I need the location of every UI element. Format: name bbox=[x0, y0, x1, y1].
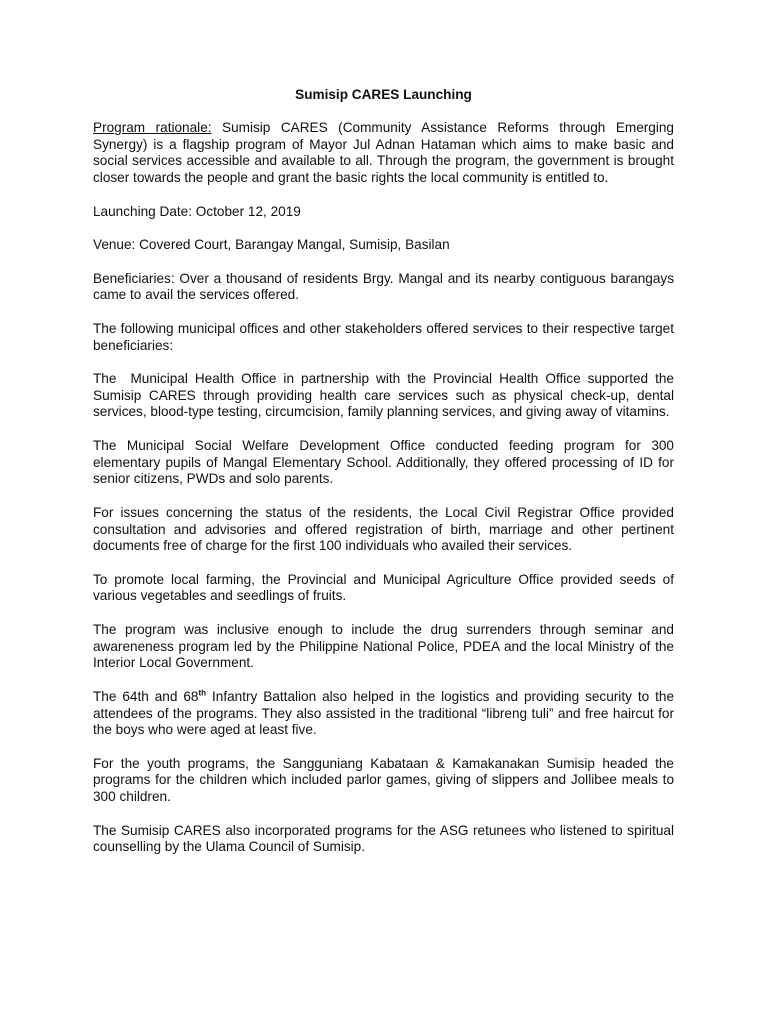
document-page bbox=[93, 86, 678, 873]
infantry-superscript: th bbox=[198, 688, 207, 698]
launching-date: Launching Date: October 12, 2019 bbox=[93, 203, 301, 219]
drug-program-paragraph: The program was inclusive enough to include the drug surrenders through seminar and awareneness program led by the Philippine National Police, PDEA and the local Ministry of the Interior Local Government. bbox=[93, 621, 674, 671]
program-rationale-text: Sumisip CARES (Community Assistance Reforms through Emerging Synergy) is a flagship program of Mayor Jul Adnan Hataman which aims to make basic and social services accessible and available to all. Through the program, the government is brought closer towards the people and grant the basic rights the local community is entitled to. bbox=[93, 120, 674, 186]
venue: Venue: Covered Court, Barangay Mangal, Sumisip, Basilan bbox=[93, 237, 450, 253]
intro-paragraph: The following municipal offices and other stakeholders offered services to their respective target beneficiaries: bbox=[93, 320, 674, 353]
agriculture-paragraph: To promote local farming, the Provincial and Municipal Agriculture Office provided seeds of various vegetables and seedlings of fruits. bbox=[93, 571, 674, 604]
health-office-paragraph: The Municipal Health Office in partnership with the Provincial Health Office supported the Sumisip CARES through providing health care services such as physical check-up, dental services, blood-type testing, circumcision, family planning services, and giving away of vitamins. bbox=[93, 371, 678, 420]
social-welfare-paragraph: The Municipal Social Welfare Development Office conducted feeding program for 300 elementary pupils of Mangal Elementary School. Additionally, they offered processing of ID for senior citizens, PWDs and solo parents. bbox=[93, 437, 674, 487]
beneficiaries-paragraph: Beneficiaries: Over a thousand of residents Brgy. Mangal and its nearby contiguous barangays came to avail the services offered. bbox=[93, 270, 674, 303]
civil-registrar-paragraph: For issues concerning the status of the residents, the Local Civil Registrar Office provided consultation and advisories and offered registration of birth, marriage and other pertinent documents free of charge for the first 100 individuals who availed their services. bbox=[93, 504, 674, 554]
asg-programs-paragraph: The Sumisip CARES also incorporated programs for the ASG retunees who listened to spiritual counselling by the Ulama Council of Sumisip. bbox=[93, 822, 674, 855]
infantry-paragraph bbox=[93, 689, 674, 739]
document-title: Sumisip CARES Launching bbox=[295, 87, 472, 102]
youth-programs-paragraph: For the youth programs, the Sangguniang Kabataan & Kamakanakan Sumisip headed the programs for the children which included parlor games, giving of slippers and Jollibee meals to 300 children. bbox=[93, 755, 674, 805]
program-rationale-label: Program rationale: bbox=[93, 120, 212, 135]
infantry-text-after: Infantry Battalion also helped in the logistics and providing security to the attendees of the programs. They also assisted in the traditional “libreng tuli” and free haircut for the boys who were aged at least five. bbox=[93, 688, 675, 738]
program-rationale-paragraph bbox=[93, 120, 674, 187]
infantry-text-before: The 64th and 68 bbox=[93, 688, 199, 704]
